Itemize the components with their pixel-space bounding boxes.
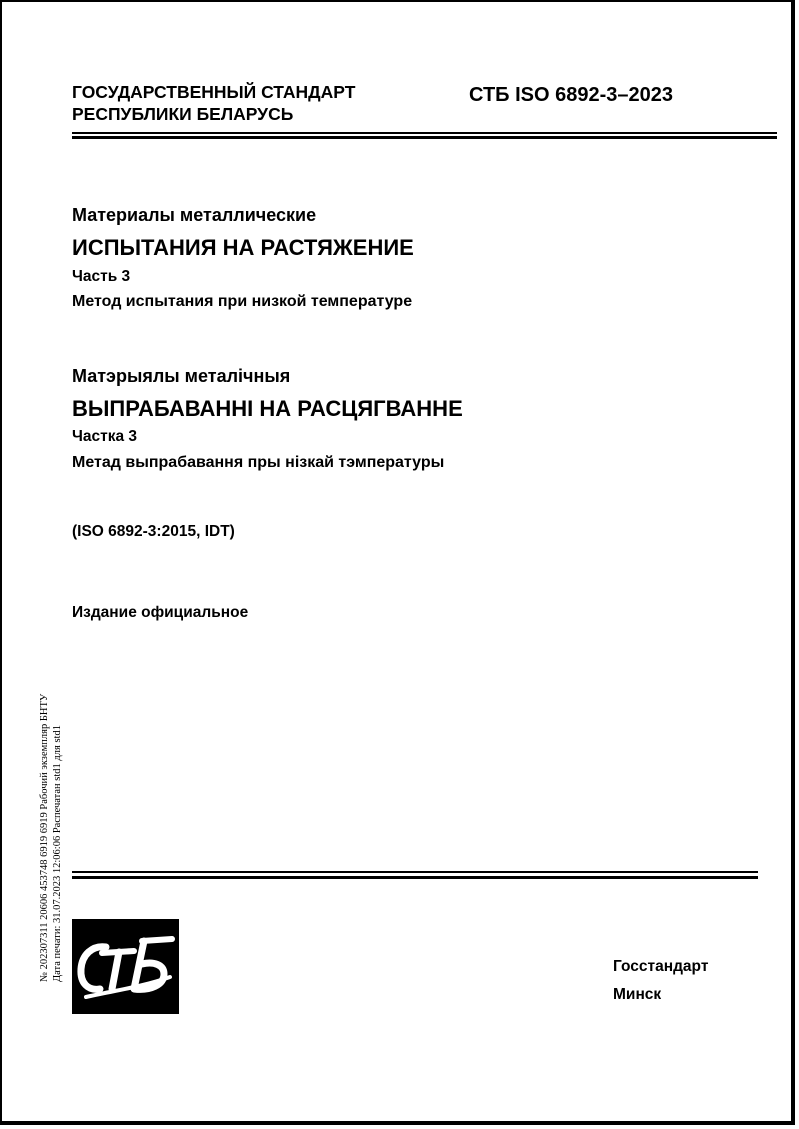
publisher-city: Минск — [613, 986, 662, 1003]
standard-code: СТБ ISO 6892-3–2023 — [469, 84, 673, 106]
iso-reference: (ISO 6892-3:2015, IDT) — [72, 523, 235, 540]
header-rule-thick — [72, 136, 777, 139]
be-part: Частка 3 — [72, 428, 138, 445]
be-title: ВЫПРАБАВАННІ НА РАСЦЯГВАННЕ — [72, 396, 463, 421]
stb-logo-icon — [72, 919, 179, 1014]
header-state-standard: ГОСУДАРСТВЕННЫЙ СТАНДАРТ — [72, 82, 356, 102]
ru-material: Материалы металлические — [72, 205, 317, 225]
be-subtitle: Метад выпрабавання пры нізкай тэмпературы — [72, 454, 445, 471]
publisher-name: Госстандарт — [613, 958, 709, 975]
header-rule-thin — [72, 132, 777, 134]
stb-logo — [72, 919, 179, 1014]
watermark-line-1: № 202307311 20606 453748 6919 6919 Рабочий экземпляр БНТУ — [39, 693, 50, 982]
official-edition: Издание официальное — [72, 604, 249, 621]
print-watermark — [38, 694, 64, 982]
footer-rule-thin — [72, 871, 758, 873]
header-republic: РЕСПУБЛИКИ БЕЛАРУСЬ — [72, 104, 294, 124]
ru-subtitle: Метод испытания при низкой температуре — [72, 293, 413, 310]
ru-part: Часть 3 — [72, 268, 131, 285]
watermark-line-2: Дата печати: 31.07.2023 12:06:06 Распечатан std1 для std1 — [52, 725, 63, 982]
footer-rule-thick — [72, 876, 758, 879]
be-material: Матэрыялы металічныя — [72, 366, 291, 386]
ru-title: ИСПЫТАНИЯ НА РАСТЯЖЕНИЕ — [72, 235, 414, 260]
